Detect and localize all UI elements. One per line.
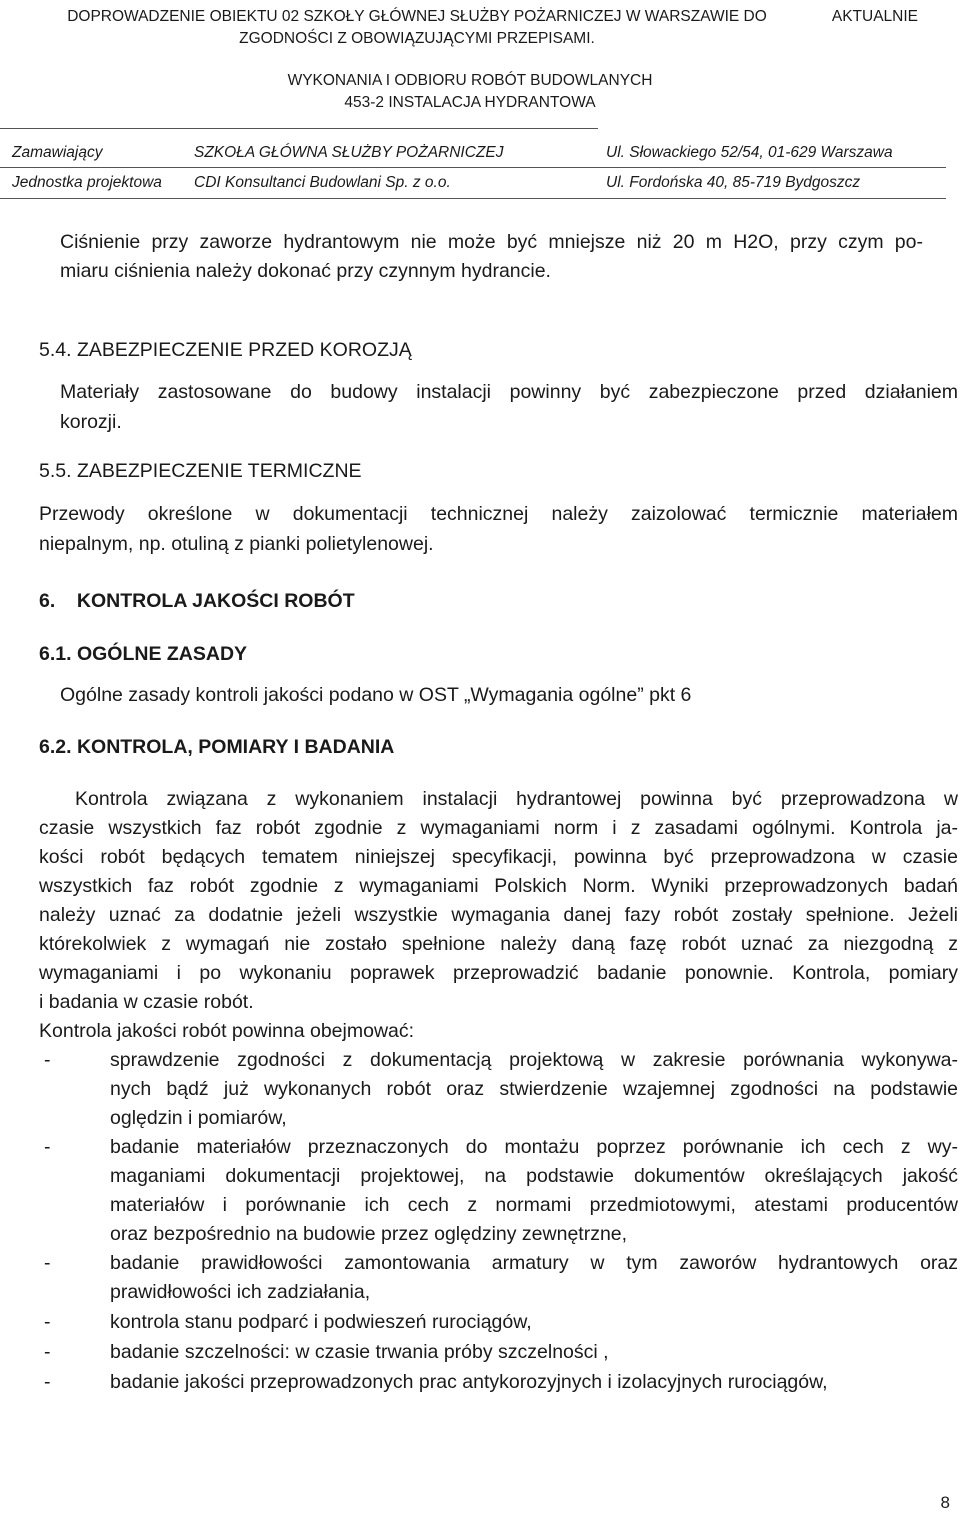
- designer-address: Ul. Fordońska 40, 85-719 Bydgoszcz: [606, 174, 861, 191]
- header-subtitle-1: WYKONANIA I ODBIORU ROBÓT BUDOWLANYCH: [287, 72, 653, 89]
- intro-line-2: miaru ciśnienia należy dokonać przy czynnym hydrancie.: [60, 260, 551, 282]
- client-name: SZKOŁA GŁÓWNA SŁUŻBY POŻARNICZEJ: [194, 144, 504, 161]
- section-6-1-heading: 6.1. OGÓLNE ZASADY: [39, 643, 248, 665]
- list-dash: -: [44, 1341, 51, 1363]
- section-6-2-line: Kontrola związana z wykonaniem instalacji hydrantowej powinna być przeprowadzona w: [75, 788, 958, 810]
- list-item-line: materiałów i porównanie ich cech z normami przedmiotowymi, atestami producentów: [110, 1194, 958, 1216]
- section-5-4-line-2: korozji.: [60, 411, 122, 433]
- list-dash: -: [44, 1136, 51, 1158]
- intro-line-1: Ciśnienie przy zaworze hydrantowym nie może być mniejsze niż 20 m H2O, przy czym po-: [60, 231, 923, 253]
- list-item-line: nych bądź już wykonanych robót oraz stwierdzenie wzajemnej zgodności na podstawie: [110, 1078, 958, 1100]
- section-5-4-line-1: Materiały zastosowane do budowy instalacji powinny być zabezpieczone przed działaniem: [60, 381, 958, 403]
- list-item-line: maganiami dokumentacji projektowej, na podstawie dokumentów określających jakość: [110, 1165, 958, 1187]
- section-6-2-heading: 6.2. KONTROLA, POMIARY I BADANIA: [39, 736, 395, 758]
- section-6-2-line: i badania w czasie robót.: [39, 991, 254, 1013]
- client-label: Zamawiający: [12, 144, 103, 161]
- list-item-line: badanie prawidłowości zamontowania armatury w tym zaworów hydrantowych oraz: [110, 1252, 958, 1274]
- list-item-line: prawidłowości ich zadziałania,: [110, 1281, 371, 1303]
- designer-name: CDI Konsultanci Budowlani Sp. z o.o.: [194, 174, 451, 191]
- section-6-2-line: kości robót będących tematem niniejszej specyfikacji, powinna być przeprowadzona w czasie: [39, 846, 958, 868]
- list-item-line: badanie materiałów przeznaczonych do montażu poprzez porównanie ich cech z wy-: [110, 1136, 958, 1158]
- header-divider-middle: [0, 167, 946, 168]
- list-item-line: badanie jakości przeprowadzonych prac antykorozyjnych i izolacyjnych rurociągów,: [110, 1371, 828, 1393]
- header-divider-bottom: [0, 198, 946, 199]
- header-status: AKTUALNIE: [831, 8, 918, 25]
- list-item-line: sprawdzenie zgodności z dokumentacją projektową w zakresie porównania wykonywa-: [110, 1049, 958, 1071]
- list-dash: -: [44, 1049, 51, 1071]
- section-5-5-line-1: Przewody określone w dokumentacji technicznej należy zaizolować termicznie materiałem: [39, 503, 958, 525]
- section-6-2-line: należy uznać za dodatnie jeżeli wszystkie wymagania danej fazy robót zostały spełnione. Jeżeli: [39, 904, 958, 926]
- section-6-1-text: Ogólne zasady kontroli jakości podano w OST „Wymagania ogólne” pkt 6: [60, 684, 692, 706]
- section-6-2-line: którekolwiek z wymagań nie zostało spełnione należy daną fazę robót uznać za niezgodną z: [39, 933, 958, 955]
- list-dash: -: [44, 1252, 51, 1274]
- section-5-5-heading: 5.5. ZABEZPIECZENIE TERMICZNE: [39, 460, 362, 482]
- section-6-2-line: czasie wszystkich faz robót zgodnie z wymaganiami norm i z zasadami ogólnymi. Kontrola ja-: [39, 817, 958, 839]
- section-6-heading: 6. KONTROLA JAKOŚCI ROBÓT: [39, 590, 355, 612]
- list-dash: -: [44, 1311, 51, 1333]
- section-6-2-line: wszystkich faz robót zgodnie z wymaganiami Polskich Norm. Wyniki przeprowadzonych badań: [39, 875, 958, 897]
- list-dash: -: [44, 1371, 51, 1393]
- page-number: 8: [940, 1493, 950, 1512]
- client-address: Ul. Słowackiego 52/54, 01-629 Warszawa: [606, 144, 893, 161]
- header-title: DOPROWADZENIE OBIEKTU 02 SZKOŁY GŁÓWNEJ SŁUŻBY POŻARNICZEJ W WARSZAWIE DO ZGODNOŚCI Z OBOWIĄZUJĄCYMI PRZEPISAMI.: [67, 8, 767, 47]
- section-5-4-heading: 5.4. ZABEZPIECZENIE PRZED KOROZJĄ: [39, 339, 412, 361]
- header-subtitle-2: 453-2 INSTALACJA HYDRANTOWA: [344, 94, 596, 111]
- section-6-2-line: wymaganiami i po wykonaniu poprawek przeprowadzić badanie ponownie. Kontrola, pomiary: [39, 962, 958, 984]
- list-item-line: kontrola stanu podparć i podwieszeń rurociągów,: [110, 1311, 532, 1333]
- header-divider-top: [0, 128, 598, 129]
- section-5-5-line-2: niepalnym, np. otuliną z pianki polietylenowej.: [39, 533, 434, 555]
- list-item-line: badanie szczelności: w czasie trwania próby szczelności ,: [110, 1341, 609, 1363]
- designer-label: Jednostka projektowa: [12, 174, 162, 191]
- list-item-line: oględzin i pomiarów,: [110, 1107, 287, 1129]
- list-item-line: oraz bezpośrednio na budowie przez oględziny zewnętrzne,: [110, 1223, 628, 1245]
- list-intro: Kontrola jakości robót powinna obejmować:: [39, 1020, 415, 1042]
